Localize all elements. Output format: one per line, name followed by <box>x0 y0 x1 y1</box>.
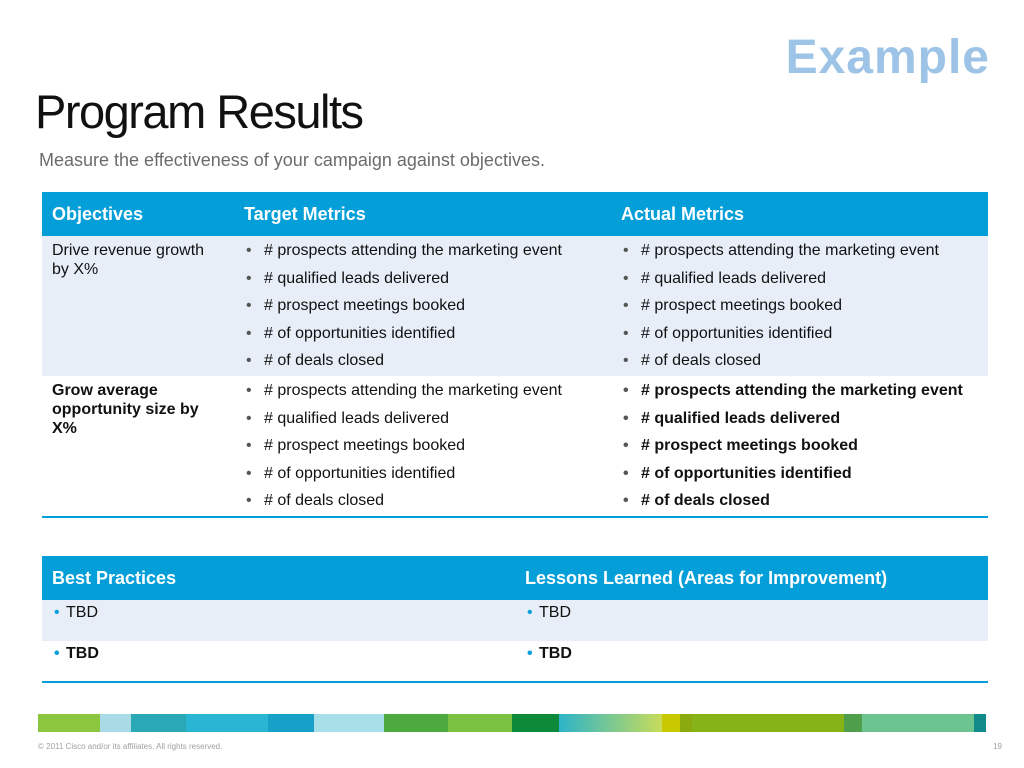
bullet-icon: • <box>246 352 252 369</box>
metric-text: # of opportunities identified <box>264 324 456 342</box>
list-item <box>244 296 601 315</box>
actual-metrics-cell <box>611 236 988 376</box>
practices-header-row <box>42 556 988 600</box>
lesson-text: TBD <box>539 645 572 662</box>
list-item <box>621 351 978 370</box>
metric-text: # prospects attending the marketing event <box>264 382 562 399</box>
copyright-footer: © 2011 Cisco and/or its affiliates. All rights reserved. <box>38 742 223 751</box>
metric-text: # of deals closed <box>641 492 770 509</box>
lesson-learned-cell <box>515 600 988 641</box>
page-subtitle: Measure the effectiveness of your campaign against objectives. <box>39 150 545 170</box>
header-best-practices: Best Practices <box>42 556 515 600</box>
bullet-icon: • <box>246 492 252 509</box>
page-number: 19 <box>993 742 1002 751</box>
table-row <box>42 376 988 517</box>
list-item <box>52 603 505 622</box>
header-objectives: Objectives <box>42 192 234 236</box>
metric-text: # prospect meetings booked <box>264 297 466 314</box>
bullet-icon: • <box>623 382 629 399</box>
header-actual-metrics: Actual Metrics <box>611 192 988 236</box>
list-item <box>621 269 978 288</box>
list-item <box>621 381 978 400</box>
bullet-icon: • <box>246 382 252 399</box>
practice-text: TBD <box>66 645 99 662</box>
objective-cell: Drive revenue growth by X% <box>42 236 234 376</box>
list-item <box>244 241 601 260</box>
list-item <box>621 436 978 455</box>
list-item <box>244 464 601 483</box>
metric-text: # of deals closed <box>264 352 385 369</box>
list-item <box>621 464 978 483</box>
bullet-icon: • <box>54 604 60 621</box>
lesson-text: TBD <box>539 604 571 621</box>
list-item <box>621 324 978 343</box>
bullet-icon: • <box>623 324 629 342</box>
bullet-icon: • <box>246 297 252 314</box>
bullet-icon: • <box>623 409 629 427</box>
metric-text: # qualified leads delivered <box>641 269 827 287</box>
actual-metrics-cell <box>611 376 988 517</box>
header-lessons-learned: Lessons Learned (Areas for Improvement) <box>515 556 988 600</box>
header-target-metrics: Target Metrics <box>234 192 611 236</box>
bullet-icon: • <box>246 242 252 259</box>
bullet-icon: • <box>246 324 252 342</box>
practice-text: TBD <box>66 604 98 621</box>
bullet-icon: • <box>527 604 533 621</box>
bullet-icon: • <box>623 242 629 259</box>
list-item <box>244 324 601 343</box>
metric-text: # prospect meetings booked <box>641 297 843 314</box>
metric-text: # of deals closed <box>641 352 762 369</box>
list-item <box>52 644 505 663</box>
objectives-header-row <box>42 192 988 236</box>
metric-text: # qualified leads delivered <box>641 409 841 427</box>
list-item <box>244 381 601 400</box>
bullet-icon: • <box>623 269 629 287</box>
metric-text: # prospects attending the marketing event <box>264 242 562 259</box>
metric-text: # qualified leads delivered <box>264 409 450 427</box>
bullet-icon: • <box>54 645 60 662</box>
target-metrics-cell <box>234 376 611 517</box>
bullet-icon: • <box>623 464 629 482</box>
metric-text: # of opportunities identified <box>264 464 456 482</box>
best-practice-cell <box>42 600 515 641</box>
example-tag: Example <box>785 31 990 84</box>
bullet-icon: • <box>246 464 252 482</box>
objective-cell: Grow average opportunity size by X% <box>42 376 234 517</box>
list-item <box>244 269 601 288</box>
metric-text: # of opportunities identified <box>641 464 852 482</box>
metric-text: # prospects attending the marketing event <box>641 242 939 259</box>
metric-text: # of opportunities identified <box>641 324 833 342</box>
metric-text: # prospects attending the marketing event <box>641 382 963 399</box>
list-item <box>244 436 601 455</box>
list-item <box>621 241 978 260</box>
bullet-icon: • <box>623 492 629 509</box>
metric-text: # of deals closed <box>264 492 385 509</box>
practices-table <box>42 556 988 683</box>
bullet-icon: • <box>246 409 252 427</box>
objectives-table <box>42 192 988 518</box>
list-item <box>621 409 978 428</box>
list-item <box>621 491 978 510</box>
metric-text: # prospect meetings booked <box>641 437 858 454</box>
decorative-color-bar <box>38 714 986 732</box>
metric-text: # prospect meetings booked <box>264 437 466 454</box>
bullet-icon: • <box>246 269 252 287</box>
bullet-icon: • <box>246 437 252 454</box>
bullet-icon: • <box>527 645 533 662</box>
lesson-learned-cell <box>515 641 988 682</box>
table-row <box>42 236 988 376</box>
page-title: Program Results <box>35 85 363 138</box>
bullet-icon: • <box>623 437 629 454</box>
list-item <box>244 491 601 510</box>
bullet-icon: • <box>623 352 629 369</box>
list-item <box>244 351 601 370</box>
metric-text: # qualified leads delivered <box>264 269 450 287</box>
list-item <box>525 603 978 622</box>
target-metrics-cell <box>234 236 611 376</box>
bullet-icon: • <box>623 297 629 314</box>
list-item <box>244 409 601 428</box>
table-row <box>42 641 988 682</box>
list-item <box>621 296 978 315</box>
best-practice-cell <box>42 641 515 682</box>
table-row <box>42 600 988 641</box>
list-item <box>525 644 978 663</box>
